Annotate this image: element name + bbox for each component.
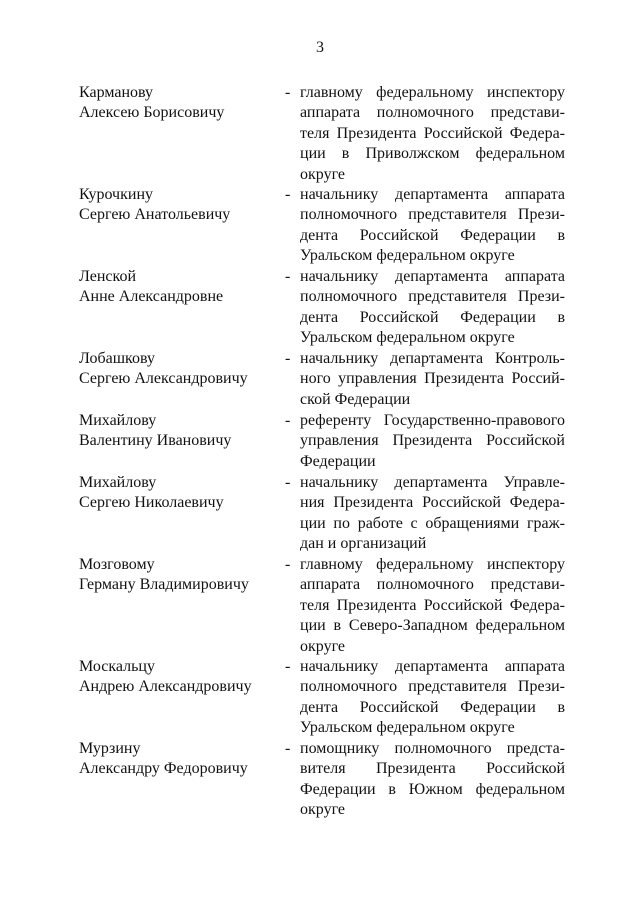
surname: Курочкину bbox=[79, 186, 153, 203]
position-line: ции в Приволжском федеральном bbox=[300, 145, 565, 163]
list-item bbox=[79, 83, 569, 185]
position-line: полномочного представителя Прези- bbox=[300, 288, 565, 306]
position-line: ции по работе с обращениями граж- bbox=[300, 514, 565, 532]
dash: - bbox=[285, 740, 291, 757]
position-text bbox=[300, 349, 565, 410]
dash: - bbox=[285, 350, 291, 367]
surname: Мозговому bbox=[79, 556, 155, 573]
position-line: аппарата полномочного представи- bbox=[300, 104, 565, 122]
list-item bbox=[79, 267, 569, 349]
position-line: полномочного представителя Прези- bbox=[300, 206, 565, 224]
list-item bbox=[79, 349, 569, 411]
given-names: Валентину Ивановичу bbox=[79, 432, 232, 450]
position-line: главному федеральному инспектору bbox=[300, 556, 565, 573]
position-line: округе bbox=[300, 165, 346, 183]
list-item bbox=[79, 555, 569, 657]
position-line: Уральском федеральном округе bbox=[300, 329, 515, 347]
position-line: ного управления Президента Россий- bbox=[300, 370, 565, 388]
given-names: Сергею Николаевичу bbox=[79, 494, 224, 512]
position-text bbox=[300, 555, 565, 657]
position-line: ской Федерации bbox=[300, 390, 411, 408]
person-name bbox=[79, 555, 285, 596]
surname: Карманову bbox=[79, 84, 154, 101]
given-names: Сергею Александровичу bbox=[79, 370, 248, 388]
position-line: помощнику полномочного предста- bbox=[300, 740, 565, 757]
position-line: начальнику департамента аппарата bbox=[300, 268, 565, 285]
given-names: Алексею Борисовичу bbox=[79, 104, 225, 122]
position-line: управления Президента Российской bbox=[300, 432, 565, 450]
page-number: 3 bbox=[316, 39, 324, 56]
position-text bbox=[300, 411, 565, 472]
person-name bbox=[79, 657, 285, 698]
position-line: начальнику департамента Контроль- bbox=[300, 350, 565, 367]
list-item bbox=[79, 473, 569, 555]
surname: Москальцу bbox=[79, 658, 155, 675]
position-line: дента Российской Федерации в bbox=[300, 226, 565, 244]
surname: Ленской bbox=[79, 268, 137, 285]
person-name bbox=[79, 411, 285, 452]
dash: - bbox=[285, 556, 291, 573]
list-item bbox=[79, 185, 569, 267]
surname: Мурзину bbox=[79, 740, 141, 757]
dash: - bbox=[285, 658, 291, 675]
appointee-list bbox=[79, 83, 569, 821]
position-line: Уральском федеральном округе bbox=[300, 247, 515, 265]
person-name bbox=[79, 349, 285, 390]
position-line: вителя Президента Российской bbox=[300, 760, 565, 778]
position-line: главному федеральному инспектору bbox=[300, 84, 565, 101]
surname: Михайлову bbox=[79, 474, 157, 491]
given-names: Сергею Анатольевичу bbox=[79, 206, 231, 224]
position-line: референту Государственно-правового bbox=[300, 412, 565, 429]
position-line: ния Президента Российской Федера- bbox=[300, 494, 565, 512]
dash: - bbox=[285, 412, 291, 429]
person-name bbox=[79, 185, 285, 226]
position-line: Уральском федеральном округе bbox=[300, 719, 515, 737]
given-names: Анне Александровне bbox=[79, 288, 224, 306]
position-text bbox=[300, 185, 565, 267]
position-text bbox=[300, 83, 565, 185]
surname: Лобашкову bbox=[79, 350, 155, 367]
position-line: Федерации bbox=[300, 452, 376, 470]
position-line: ции в Северо-Западном федеральном bbox=[300, 617, 565, 635]
position-line: полномочного представителя Прези- bbox=[300, 678, 565, 696]
dash: - bbox=[285, 268, 291, 285]
position-line: начальнику департамента аппарата bbox=[300, 186, 565, 203]
position-line: дан и организаций bbox=[300, 535, 427, 553]
position-line: Федерации в Южном федеральном bbox=[300, 780, 565, 798]
position-line: теля Президента Российской Федера- bbox=[300, 124, 565, 142]
position-text bbox=[300, 657, 565, 739]
given-names: Александру Федоровичу bbox=[79, 760, 248, 778]
position-line: дента Российской Федерации в bbox=[300, 698, 565, 716]
dash: - bbox=[285, 186, 291, 203]
position-line: начальнику департамента аппарата bbox=[300, 658, 565, 675]
given-names: Андрею Александровичу bbox=[79, 678, 252, 696]
position-text bbox=[300, 473, 565, 555]
given-names: Герману Владимировичу bbox=[79, 576, 249, 594]
position-text bbox=[300, 739, 565, 821]
list-item bbox=[79, 411, 569, 473]
person-name bbox=[79, 83, 285, 124]
surname: Михайлову bbox=[79, 412, 157, 429]
position-text bbox=[300, 267, 565, 349]
dash: - bbox=[285, 84, 291, 101]
dash: - bbox=[285, 474, 291, 491]
position-line: начальнику департамента Управле- bbox=[300, 474, 565, 491]
person-name bbox=[79, 473, 285, 514]
list-item bbox=[79, 657, 569, 739]
position-line: дента Российской Федерации в bbox=[300, 308, 565, 326]
list-item bbox=[79, 739, 569, 821]
position-line: округе bbox=[300, 801, 346, 819]
position-line: аппарата полномочного представи- bbox=[300, 576, 565, 594]
position-line: теля Президента Российской Федера- bbox=[300, 596, 565, 614]
person-name bbox=[79, 267, 285, 308]
person-name bbox=[79, 739, 285, 780]
position-line: округе bbox=[300, 637, 346, 655]
